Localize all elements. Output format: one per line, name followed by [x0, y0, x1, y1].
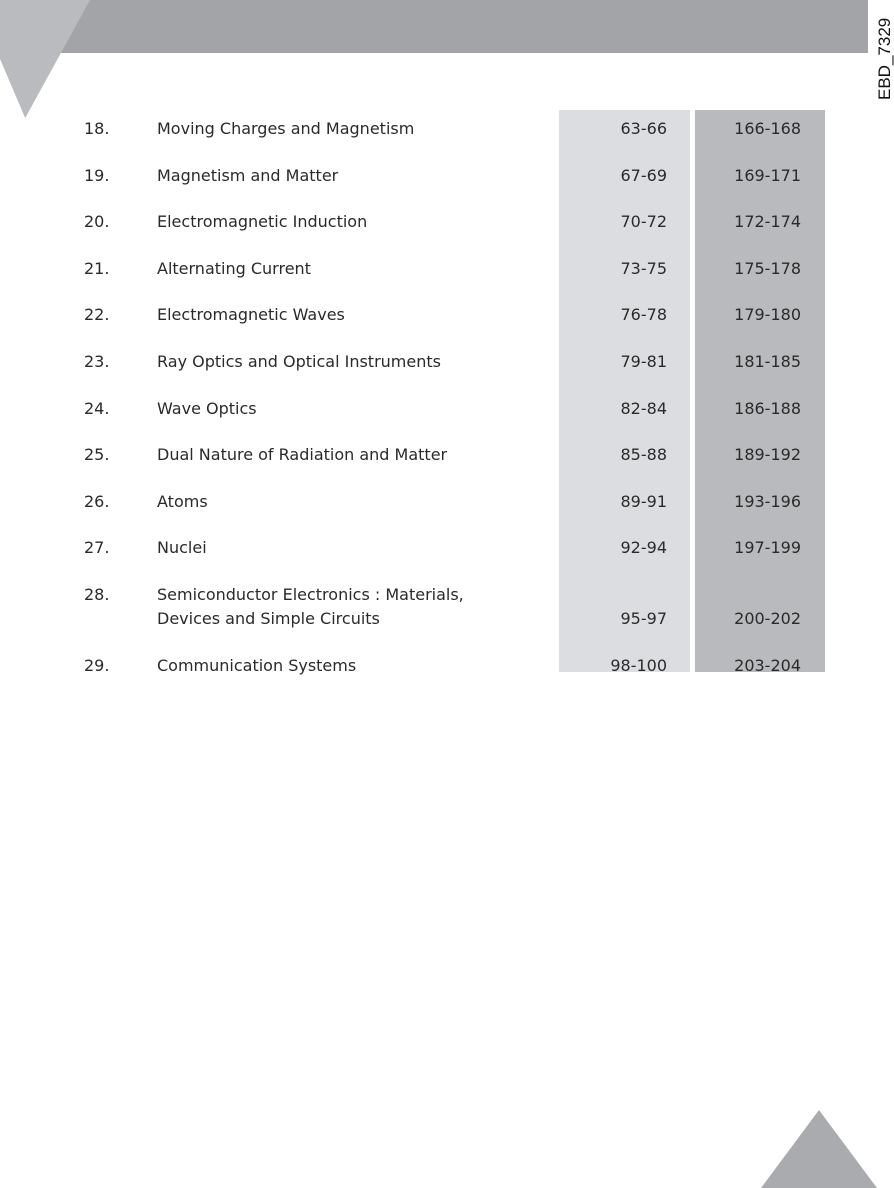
chapter-title-line: Devices and Simple Circuits	[157, 609, 380, 628]
page-range-a: 73-75	[620, 258, 667, 278]
chapter-number: 20.	[84, 212, 110, 232]
page-range-b: 175-178	[734, 258, 801, 278]
header-corner-wedge	[0, 0, 90, 118]
page-range-a: 67-69	[620, 165, 667, 185]
page-code: EBD_7329	[875, 17, 894, 100]
chapter-title-line: Atoms	[157, 491, 208, 511]
page-range-b: 181-185	[734, 352, 801, 371]
chapter-title-line: Dual Nature of Radiation and Matter	[157, 445, 448, 465]
chapter-number: 29.	[84, 655, 110, 675]
chapter-title-line: Semiconductor Electronics : Materials,	[157, 585, 464, 604]
page-range-b: 172-174	[734, 212, 801, 232]
page-range-b: 186-188	[734, 398, 801, 418]
page-range-a: 98-100	[610, 655, 667, 675]
chapter-title-line: Electromagnetic Waves	[157, 305, 345, 325]
page-range-b: 166-168	[734, 119, 801, 138]
chapter-title	[157, 257, 537, 281]
page-range-a: 63-66	[620, 119, 667, 138]
page-range-b: 169-171	[734, 165, 801, 185]
chapter-title	[157, 164, 537, 188]
chapter-title-line: Nuclei	[157, 538, 207, 558]
page-range-a: 89-91	[620, 491, 667, 511]
chapter-title-line: Ray Optics and Optical Instruments	[157, 352, 441, 371]
page-range-a: 76-78	[620, 305, 667, 325]
chapter-number: 18.	[84, 119, 110, 138]
page-range-a: 79-81	[620, 352, 667, 371]
chapter-title-line: Moving Charges and Magnetism	[157, 119, 415, 138]
page-column-a-background	[559, 110, 690, 672]
chapter-number: 21.	[84, 258, 110, 278]
chapter-title	[157, 490, 537, 514]
page-range-a: 92-94	[620, 538, 667, 558]
page-range-a: 82-84	[620, 398, 667, 418]
page-range-a: 95-97	[620, 609, 667, 628]
chapter-number: 22.	[84, 305, 110, 325]
footer-corner-triangle	[761, 1110, 877, 1188]
chapter-title-line: Wave Optics	[157, 398, 257, 418]
chapter-number: 25.	[84, 445, 110, 465]
page-range-b: 179-180	[734, 305, 801, 325]
chapter-title-line: Electromagnetic Induction	[157, 212, 368, 232]
chapter-title	[157, 117, 537, 141]
chapter-title-line: Magnetism and Matter	[157, 165, 339, 185]
chapter-number: 26.	[84, 491, 110, 511]
page-range-a: 85-88	[620, 445, 667, 465]
chapter-number: 27.	[84, 538, 110, 558]
chapter-title	[157, 536, 537, 560]
page-range-b: 189-192	[734, 445, 801, 465]
header-band	[0, 0, 868, 53]
chapter-title	[157, 583, 537, 631]
page-range-b: 200-202	[734, 609, 801, 628]
chapter-title-line: Alternating Current	[157, 258, 311, 278]
page-range-b: 193-196	[734, 491, 801, 511]
chapter-title	[157, 397, 537, 421]
chapter-title-line: Communication Systems	[157, 655, 357, 675]
page-range-a: 70-72	[620, 212, 667, 232]
chapter-title	[157, 443, 537, 467]
chapter-number: 28.	[84, 585, 110, 604]
chapter-title	[157, 303, 537, 327]
page-range-b: 203-204	[734, 655, 801, 675]
chapter-number: 23.	[84, 352, 110, 371]
chapter-number: 19.	[84, 165, 110, 185]
chapter-number: 24.	[84, 398, 110, 418]
chapter-title	[157, 654, 537, 678]
chapter-title	[157, 210, 537, 234]
page-column-b-background	[695, 110, 825, 672]
chapter-title	[157, 350, 537, 374]
page-range-b: 197-199	[734, 538, 801, 558]
